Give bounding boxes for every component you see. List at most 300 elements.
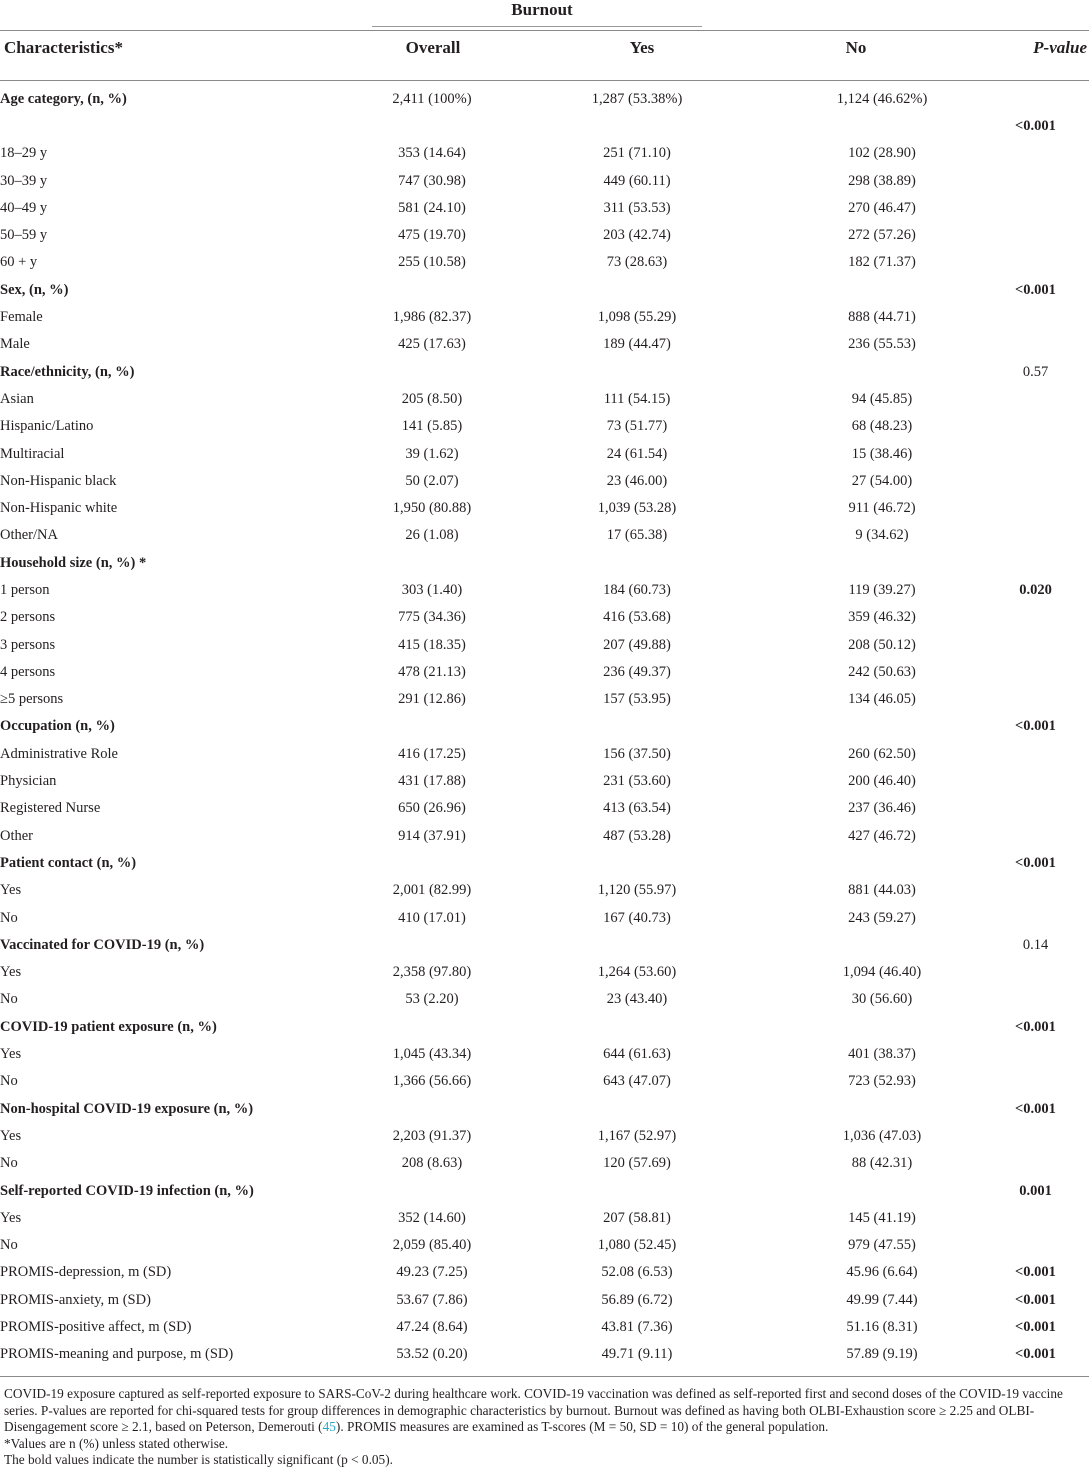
- cell-overall: 410 (17.01): [398, 909, 466, 926]
- row-label: Non-hospital COVID-19 exposure (n, %): [0, 1100, 254, 1117]
- cell-p-value: [982, 1122, 1089, 1149]
- table-row: [0, 1095, 1089, 1122]
- cell-yes: 120 (57.69): [603, 1155, 671, 1172]
- cell-overall: 425 (17.63): [398, 336, 466, 353]
- cell-p-value: [982, 740, 1089, 767]
- table-row: [0, 331, 1089, 358]
- cell-yes: 207 (49.88): [603, 636, 671, 653]
- table-row: [0, 358, 1089, 385]
- table-row: [0, 849, 1089, 876]
- burnout-group-label: Burnout: [511, 0, 573, 19]
- row-label: Race/ethnicity, (n, %): [0, 363, 135, 380]
- row-label: 40–49 y: [0, 199, 48, 216]
- cell-yes: [492, 931, 782, 958]
- cell-yes: [492, 112, 782, 139]
- cell-yes: 52.08 (6.53): [601, 1264, 673, 1281]
- table-row: [0, 112, 1089, 139]
- table-row: [0, 1286, 1089, 1313]
- table-row: [0, 631, 1089, 658]
- table-row: [0, 303, 1089, 330]
- table-row: [0, 194, 1089, 221]
- table-row: [0, 822, 1089, 849]
- row-label: 4 persons: [0, 663, 56, 680]
- cell-no: 979 (47.55): [848, 1237, 916, 1254]
- table-row: [0, 713, 1089, 740]
- header-rule: [0, 80, 1089, 81]
- cell-yes: 73 (28.63): [606, 254, 668, 271]
- cell-p-value: <0.001: [1015, 1100, 1056, 1117]
- cell-no: 243 (59.27): [848, 909, 916, 926]
- cell-no: [782, 276, 982, 303]
- cell-p-value: <0.001: [1015, 1346, 1056, 1363]
- cell-overall: 255 (10.58): [398, 254, 466, 271]
- cell-no: 723 (52.93): [848, 1073, 916, 1090]
- cell-overall: 53.67 (7.86): [396, 1291, 468, 1308]
- row-label: Yes: [0, 1209, 22, 1226]
- cell-yes: 487 (53.28): [603, 827, 671, 844]
- table-row: [0, 877, 1089, 904]
- cell-p-value: [982, 331, 1089, 358]
- cell-no: 145 (41.19): [848, 1209, 916, 1226]
- cell-p-value: [982, 494, 1089, 521]
- cell-p-value: <0.001: [1015, 1264, 1056, 1281]
- table-row: [0, 1204, 1089, 1231]
- cell-overall: 650 (26.96): [398, 800, 466, 817]
- cell-no: [782, 713, 982, 740]
- table-row: [0, 1122, 1089, 1149]
- row-label: Female: [0, 309, 43, 326]
- cell-overall: 2,203 (91.37): [392, 1127, 472, 1144]
- cell-yes: 43.81 (7.36): [601, 1319, 673, 1335]
- table-row: [0, 931, 1089, 958]
- cell-overall: 1,366 (56.66): [392, 1073, 472, 1090]
- cell-yes: 111 (54.15): [603, 390, 671, 407]
- table-row: [0, 986, 1089, 1013]
- table-row: [0, 467, 1089, 494]
- table-row: [0, 167, 1089, 194]
- table-row: [0, 740, 1089, 767]
- cell-p-value: [982, 604, 1089, 631]
- cell-overall: [372, 931, 492, 958]
- cell-p-value: [982, 221, 1089, 248]
- cell-yes: 1,039 (53.28): [597, 500, 677, 517]
- cell-overall: 53.52 (0.20): [396, 1346, 468, 1363]
- cell-no: 102 (28.90): [848, 145, 916, 162]
- row-label: Administrative Role: [0, 745, 118, 762]
- cell-overall: 2,059 (85.40): [392, 1237, 472, 1254]
- cell-overall: 475 (19.70): [398, 227, 466, 244]
- table-row: [0, 604, 1089, 631]
- table-row: [0, 549, 1089, 576]
- cell-overall: 2,001 (82.99): [392, 882, 472, 899]
- cell-p-value: [982, 959, 1089, 986]
- cell-yes: 1,167 (52.97): [597, 1127, 677, 1144]
- cell-overall: [372, 1013, 492, 1040]
- cell-p-value: 0.020: [1019, 581, 1052, 598]
- table-row: [0, 576, 1089, 603]
- cell-yes: 189 (44.47): [603, 336, 671, 353]
- cell-no: 30 (56.60): [851, 991, 913, 1008]
- cell-no: 1,124 (46.62%): [836, 90, 928, 107]
- cell-no: [782, 1095, 982, 1122]
- cell-overall: [372, 358, 492, 385]
- row-label: 3 persons: [0, 636, 56, 653]
- cell-overall: 1,045 (43.34): [392, 1046, 472, 1063]
- cell-overall: 1,986 (82.37): [392, 309, 472, 326]
- table-row: [0, 1259, 1089, 1286]
- table-footnotes: [4, 1386, 1086, 1469]
- cell-yes: 1,080 (52.45): [597, 1237, 677, 1254]
- cell-p-value: <0.001: [1015, 1018, 1056, 1035]
- footnote-bold-note: The bold values indicate the number is statistically significant (p < 0.05).: [4, 1452, 393, 1467]
- cell-p-value: [982, 467, 1089, 494]
- cell-no: 359 (46.32): [848, 609, 916, 626]
- cell-p-value: [982, 194, 1089, 221]
- cell-no: 911 (46.72): [848, 500, 916, 517]
- cell-yes: [492, 549, 782, 576]
- cell-p-value: [982, 795, 1089, 822]
- cell-overall: 47.24 (8.64): [396, 1319, 468, 1335]
- cell-p-value: [982, 522, 1089, 549]
- cell-no: 236 (55.53): [848, 336, 916, 353]
- cell-no: 200 (46.40): [848, 773, 916, 790]
- row-label: PROMIS-positive affect, m (SD): [0, 1319, 192, 1335]
- cell-yes: 23 (46.00): [606, 472, 668, 489]
- row-label: COVID-19 patient exposure (n, %): [0, 1018, 217, 1035]
- characteristics-table: [0, 85, 1089, 1368]
- cell-p-value: [982, 658, 1089, 685]
- cell-overall: 53 (2.20): [405, 991, 459, 1008]
- table-body: [0, 85, 1089, 1368]
- cell-p-value: [982, 986, 1089, 1013]
- cell-no: 68 (48.23): [851, 418, 913, 435]
- cell-overall: [372, 112, 492, 139]
- row-label: Sex, (n, %): [0, 281, 69, 298]
- row-label: Yes: [0, 964, 22, 981]
- cell-p-value: <0.001: [1015, 117, 1056, 134]
- header-no: No: [845, 38, 867, 57]
- row-label: 60 + y: [0, 254, 38, 271]
- cell-overall: 581 (24.10): [398, 199, 466, 216]
- row-label: Multiracial: [0, 445, 65, 462]
- cell-overall: [372, 1177, 492, 1204]
- row-label: No: [0, 1073, 18, 1090]
- row-label: Age category, (n, %): [0, 90, 127, 107]
- row-label: No: [0, 991, 18, 1008]
- cell-p-value: [982, 549, 1089, 576]
- cell-p-value: 0.57: [1022, 363, 1049, 380]
- header-p-value: [1033, 38, 1087, 58]
- reference-link[interactable]: 45: [322, 1419, 336, 1434]
- cell-p-value: <0.001: [1015, 1319, 1056, 1335]
- cell-overall: 208 (8.63): [401, 1155, 463, 1172]
- cell-overall: [372, 1095, 492, 1122]
- table-row: [0, 1231, 1089, 1258]
- table-row: [0, 1150, 1089, 1177]
- cell-yes: 1,098 (55.29): [597, 309, 677, 326]
- cell-no: 242 (50.63): [848, 663, 916, 680]
- cell-overall: 291 (12.86): [398, 691, 466, 708]
- cell-yes: 157 (53.95): [603, 691, 671, 708]
- cell-p-value: [982, 904, 1089, 931]
- cell-p-value: [982, 686, 1089, 713]
- header-characteristics: Characteristics*: [4, 38, 123, 57]
- cell-no: 270 (46.47): [848, 199, 916, 216]
- table-row: [0, 522, 1089, 549]
- cell-no: 45.96 (6.64): [846, 1264, 918, 1281]
- row-label: Non-Hispanic black: [0, 472, 117, 489]
- cell-overall: 1,950 (80.88): [392, 500, 472, 517]
- cell-yes: 449 (60.11): [603, 172, 671, 189]
- footnote-main-end: ). PROMIS measures are examined as T-scores (M = 50, SD = 10) of the general population.: [335, 1419, 829, 1434]
- cell-yes: 413 (63.54): [603, 800, 671, 817]
- cell-no: 94 (45.85): [851, 390, 913, 407]
- cell-no: 119 (39.27): [848, 581, 916, 598]
- cell-yes: 251 (71.10): [603, 145, 671, 162]
- cell-p-value: [982, 1231, 1089, 1258]
- cell-no: [782, 849, 982, 876]
- cell-no: 27 (54.00): [851, 472, 913, 489]
- cell-yes: 184 (60.73): [603, 581, 671, 598]
- cell-yes: 1,264 (53.60): [597, 964, 677, 981]
- row-label: Yes: [0, 882, 22, 899]
- cell-no: [782, 1013, 982, 1040]
- row-label: 30–39 y: [0, 172, 48, 189]
- row-label: Physician: [0, 773, 57, 790]
- cell-p-value: [982, 413, 1089, 440]
- row-label: Yes: [0, 1127, 22, 1144]
- cell-yes: 644 (61.63): [603, 1046, 671, 1063]
- table-header: [0, 30, 1089, 80]
- cell-overall: 352 (14.60): [398, 1209, 466, 1226]
- cell-yes: 24 (61.54): [606, 445, 668, 462]
- cell-yes: [492, 1095, 782, 1122]
- cell-overall: 303 (1.40): [401, 581, 463, 598]
- cell-yes: 167 (40.73): [603, 909, 671, 926]
- cell-p-value: [982, 1204, 1089, 1231]
- cell-overall: 416 (17.25): [398, 745, 466, 762]
- table-row: [0, 494, 1089, 521]
- table-row: [0, 1341, 1089, 1368]
- row-label: 2 persons: [0, 609, 56, 626]
- cell-overall: [372, 549, 492, 576]
- cell-overall: 914 (37.91): [398, 827, 466, 844]
- table-row: [0, 385, 1089, 412]
- cell-no: 57.89 (9.19): [846, 1346, 918, 1363]
- row-label: Non-Hispanic white: [0, 500, 118, 517]
- cell-yes: [492, 358, 782, 385]
- cell-p-value: [982, 1150, 1089, 1177]
- cell-yes: 207 (58.81): [603, 1209, 671, 1226]
- cell-no: 427 (46.72): [848, 827, 916, 844]
- row-label: PROMIS-meaning and purpose, m (SD): [0, 1346, 234, 1363]
- row-label: ≥5 persons: [0, 691, 64, 708]
- cell-p-value: [982, 877, 1089, 904]
- cell-p-value: [982, 1068, 1089, 1095]
- header-yes: Yes: [629, 38, 655, 57]
- cell-overall: [372, 849, 492, 876]
- cell-no: 401 (38.37): [848, 1046, 916, 1063]
- cell-no: 881 (44.03): [848, 882, 916, 899]
- cell-yes: 49.71 (9.11): [601, 1346, 673, 1363]
- cell-p-value: [982, 249, 1089, 276]
- table-row: [0, 795, 1089, 822]
- cell-overall: 478 (21.13): [398, 663, 466, 680]
- table-row: [0, 1177, 1089, 1204]
- cell-yes: [492, 849, 782, 876]
- cell-no: [782, 549, 982, 576]
- row-label: No: [0, 1237, 18, 1254]
- header-overall: Overall: [405, 38, 461, 57]
- row-label: No: [0, 909, 18, 926]
- cell-no: 1,036 (47.03): [842, 1127, 922, 1144]
- footnote-main: [4, 1386, 1086, 1436]
- table-row: [0, 1068, 1089, 1095]
- table-row: [0, 276, 1089, 303]
- cell-no: [782, 931, 982, 958]
- cell-yes: 236 (49.37): [603, 663, 671, 680]
- row-label: 50–59 y: [0, 227, 48, 244]
- row-label: Self-reported COVID-19 infection (n, %): [0, 1182, 254, 1199]
- cell-overall: 141 (5.85): [401, 418, 463, 435]
- cell-no: 182 (71.37): [848, 254, 916, 271]
- cell-no: [782, 1177, 982, 1204]
- table-row: [0, 1313, 1089, 1340]
- row-label: Hispanic/Latino: [0, 418, 94, 435]
- cell-p-value: [982, 140, 1089, 167]
- row-label: 18–29 y: [0, 145, 48, 162]
- row-label: Male: [0, 336, 30, 353]
- cell-no: 208 (50.12): [848, 636, 916, 653]
- cell-p-value: <0.001: [1015, 718, 1056, 735]
- table-group-header: [0, 0, 1089, 28]
- cell-yes: 203 (42.74): [603, 227, 671, 244]
- table-row: [0, 658, 1089, 685]
- cell-p-value: [982, 167, 1089, 194]
- row-label: No: [0, 1155, 18, 1172]
- cell-yes: 56.89 (6.72): [601, 1291, 673, 1308]
- footnote-asterisk: *Values are n (%) unless stated otherwise.: [4, 1435, 229, 1451]
- cell-no: 9 (34.62): [855, 527, 909, 544]
- table-row: [0, 221, 1089, 248]
- cell-no: 237 (36.46): [848, 800, 916, 817]
- cell-p-value: [982, 767, 1089, 794]
- table-row: [0, 140, 1089, 167]
- row-label: Other: [0, 827, 34, 844]
- cell-p-value: <0.001: [1015, 854, 1056, 871]
- cell-yes: 23 (43.40): [606, 991, 668, 1008]
- table-row: [0, 413, 1089, 440]
- table-row: [0, 249, 1089, 276]
- cell-p-value: [982, 440, 1089, 467]
- cell-overall: 39 (1.62): [405, 445, 459, 462]
- cell-overall: 2,411 (100%): [392, 90, 472, 107]
- table-row: [0, 959, 1089, 986]
- footnote-main-text: COVID-19 exposure captured as self-reported exposure to SARS-CoV-2 during healthcare work. COVID-19 vaccination was defined as self-reported first and second doses of the COVID-19 vaccine series. P-values are reported for chi-squared tests for group differences in demographic characteristics by burnout. Burnout was defined as having both OLBI-Exhaustion score ≥ 2.25 and OLBI-Disengagement score ≥ 2.1, based on Peterson, Demerouti (: [4, 1386, 1063, 1434]
- cell-no: 134 (46.05): [848, 691, 916, 708]
- cell-no: 88 (42.31): [851, 1155, 913, 1172]
- cell-no: 49.99 (7.44): [846, 1291, 918, 1308]
- cell-overall: 431 (17.88): [398, 773, 466, 790]
- row-label: Household size (n, %) *: [0, 554, 147, 571]
- row-label: Patient contact (n, %): [0, 854, 137, 871]
- row-label: 1 person: [0, 581, 50, 598]
- cell-yes: 231 (53.60): [603, 773, 671, 790]
- cell-yes: [492, 713, 782, 740]
- cell-overall: 415 (18.35): [398, 636, 466, 653]
- cell-yes: [492, 276, 782, 303]
- cell-overall: 49.23 (7.25): [396, 1264, 468, 1281]
- cell-yes: [492, 1013, 782, 1040]
- table-row: [0, 440, 1089, 467]
- cell-yes: 73 (51.77): [606, 418, 668, 435]
- cell-p-value: [982, 385, 1089, 412]
- row-label: Registered Nurse: [0, 800, 101, 817]
- cell-overall: 775 (34.36): [398, 609, 466, 626]
- burnout-group-underline: [372, 26, 702, 27]
- cell-yes: 1,287 (53.38%): [591, 90, 683, 107]
- cell-p-value: 0.14: [1022, 936, 1049, 953]
- cell-no: 298 (38.89): [848, 172, 916, 189]
- cell-no: 15 (38.46): [851, 445, 913, 462]
- cell-p-value: [982, 631, 1089, 658]
- cell-yes: 156 (37.50): [603, 745, 671, 762]
- table-row: [0, 686, 1089, 713]
- cell-overall: 205 (8.50): [401, 390, 463, 407]
- cell-no: 51.16 (8.31): [846, 1319, 918, 1335]
- cell-p-value: <0.001: [1015, 1291, 1056, 1308]
- row-label: PROMIS-depression, m (SD): [0, 1264, 172, 1281]
- row-label: [0, 112, 372, 139]
- row-label: Occupation (n, %): [0, 718, 115, 735]
- cell-no: [782, 112, 982, 139]
- cell-yes: 311 (53.53): [603, 199, 671, 216]
- cell-p-value: <0.001: [1015, 281, 1056, 298]
- cell-p-value: 0.001: [1019, 1182, 1052, 1199]
- cell-no: 272 (57.26): [848, 227, 916, 244]
- cell-overall: 2,358 (97.80): [392, 964, 472, 981]
- cell-overall: 26 (1.08): [405, 527, 459, 544]
- cell-no: [782, 358, 982, 385]
- row-label: Yes: [0, 1046, 22, 1063]
- bottom-rule: [0, 1376, 1089, 1377]
- cell-overall: 50 (2.07): [405, 472, 459, 489]
- header-p-value-text: P-value: [1033, 38, 1087, 57]
- cell-overall: [372, 713, 492, 740]
- table-row: [0, 767, 1089, 794]
- table-row: [0, 1013, 1089, 1040]
- cell-p-value: [982, 303, 1089, 330]
- cell-p-value: [982, 822, 1089, 849]
- cell-p-value: [982, 85, 1089, 112]
- cell-yes: 1,120 (55.97): [597, 882, 677, 899]
- cell-no: 888 (44.71): [848, 309, 916, 326]
- row-label: PROMIS-anxiety, m (SD): [0, 1291, 151, 1308]
- cell-overall: [372, 276, 492, 303]
- cell-yes: [492, 1177, 782, 1204]
- table-row: [0, 1040, 1089, 1067]
- row-label: Vaccinated for COVID-19 (n, %): [0, 936, 205, 953]
- table-row: [0, 85, 1089, 112]
- cell-yes: 416 (53.68): [603, 609, 671, 626]
- cell-yes: 643 (47.07): [603, 1073, 671, 1090]
- cell-overall: 747 (30.98): [398, 172, 466, 189]
- table-row: [0, 904, 1089, 931]
- row-label: Asian: [0, 390, 34, 407]
- cell-no: 260 (62.50): [848, 745, 916, 762]
- cell-no: 1,094 (46.40): [842, 964, 922, 981]
- cell-p-value: [982, 1040, 1089, 1067]
